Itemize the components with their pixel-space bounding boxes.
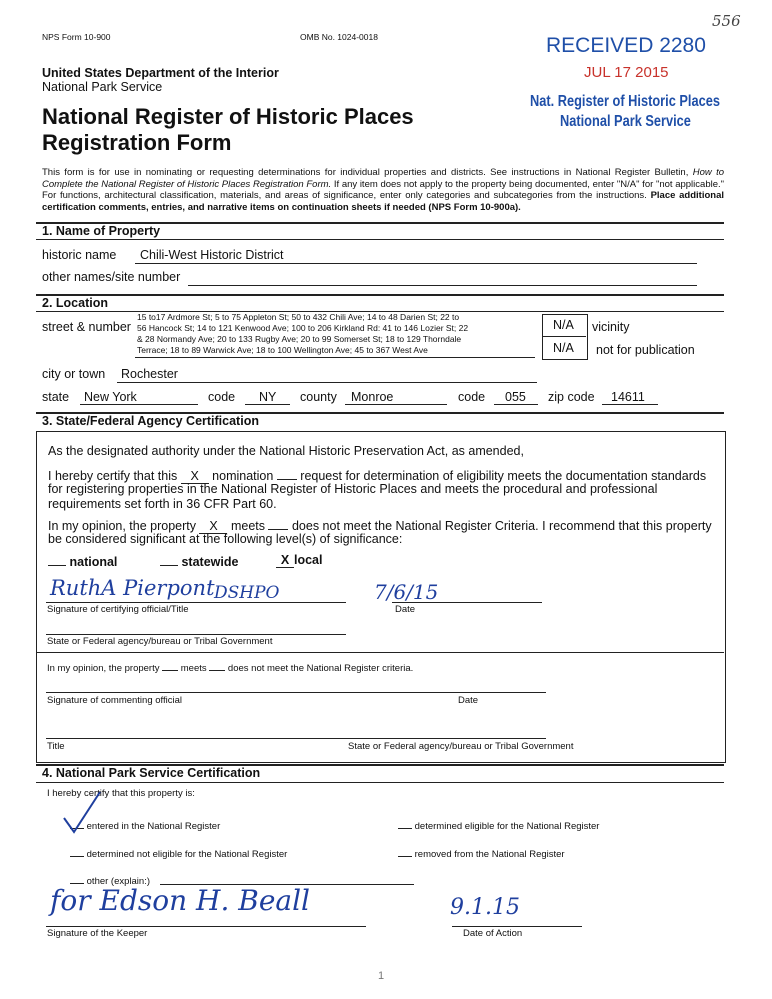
removed-blank[interactable] — [398, 846, 412, 857]
other-blank[interactable] — [70, 873, 84, 884]
removed-label: removed from the National Register — [414, 849, 565, 860]
street-line: & 28 Normandy Ave; 20 to 133 Rugby Ave; 20 to 99 Somerset St; 18 to 129 Thorndale — [137, 334, 462, 344]
keeper-signature: for Edson H. Beall — [50, 884, 310, 917]
county-code-value[interactable]: 055 — [505, 390, 526, 404]
meets-label: meets — [227, 519, 269, 533]
option-eligible[interactable] — [398, 818, 599, 832]
agency-label: State or Federal agency/bureau or Tribal Government — [47, 636, 273, 647]
section3-heading: 3. State/Federal Agency Certification — [42, 414, 259, 428]
not-for-publication-label: not for publication — [596, 343, 695, 357]
street-line: Terrace; 18 to 89 Warwick Ave; 18 to 100 Wellington Ave; 45 to 367 West Ave — [137, 345, 428, 355]
statewide-blank[interactable] — [160, 553, 178, 566]
section2-heading: 2. Location — [42, 296, 108, 310]
agency2-label: State or Federal agency/bureau or Tribal Government — [348, 741, 574, 752]
city-value[interactable]: Rochester — [121, 367, 178, 381]
certifying-title-handwritten: DSHPO — [214, 583, 280, 603]
vicinity-value[interactable]: N/A — [553, 318, 574, 332]
opinion-text: In my opinion, the property — [48, 519, 200, 533]
received-date-stamp: JUL 17 2015 — [584, 64, 669, 81]
opinion-text-rest: does not meet the National Register Criteria. I recommend that this property — [288, 519, 712, 533]
state-code-value[interactable]: NY — [259, 390, 277, 404]
not-for-publication-value[interactable]: N/A — [553, 341, 574, 355]
historic-name-value[interactable]: Chili-West Historic District — [140, 248, 284, 262]
level-local[interactable] — [276, 553, 323, 568]
form-title-line1: National Register of Historic Places — [42, 104, 414, 129]
form-title-line2: Registration Form — [42, 130, 232, 155]
certifying-date-handwritten: 7/6/15 — [374, 580, 439, 604]
certifying-date-label: Date — [395, 604, 416, 615]
nomination-checkmark[interactable]: X — [181, 469, 209, 484]
commenting-signature-label: Signature of commenting official — [47, 695, 183, 706]
instructions-bold-note: Place additional certification comments, entries, and narrative items on continuation sheets if needed (NPS Form 10-900a). — [42, 190, 724, 213]
corner-handwritten-number: 556 — [712, 12, 741, 30]
nomination-label: nomination — [208, 469, 277, 483]
opinion2-does-not-meet-blank[interactable] — [209, 660, 225, 671]
title-label: Title — [47, 741, 65, 752]
city-label: city or town — [42, 367, 106, 381]
not-eligible-blank[interactable] — [70, 846, 84, 857]
opinion2-text-rest: does not meet the National Register criteria. — [225, 663, 414, 674]
option-removed[interactable] — [398, 846, 565, 860]
department-name: United States Department of the Interior — [42, 66, 279, 80]
certify-text: I hereby certify that this — [48, 469, 181, 483]
action-date-handwritten: 9.1.15 — [450, 895, 520, 920]
page-number: 1 — [378, 970, 385, 982]
keeper-certify-statement: I hereby certify that this property is: — [47, 788, 195, 799]
does-not-meet-blank[interactable] — [268, 517, 288, 530]
option-not-eligible[interactable] — [70, 846, 287, 860]
opinion2-line — [47, 660, 413, 674]
county-value[interactable]: Monroe — [351, 390, 394, 404]
received-stamp: RECEIVED 2280 — [546, 34, 706, 57]
vicinity-label: vicinity — [592, 320, 630, 334]
national-label: national — [69, 555, 118, 569]
certify-line3: requirements set forth in 36 CFR Part 60. — [48, 497, 277, 511]
state-code-label: code — [208, 390, 236, 404]
street-number-label: street & number — [42, 320, 131, 334]
other-label: other (explain:) — [86, 876, 151, 887]
zip-label: zip code — [548, 390, 595, 404]
certifying-signature: RuthA Pierpont — [50, 576, 215, 600]
register-stamp-line1: Nat. Register of Historic Places — [530, 93, 720, 110]
entered-label: entered in the National Register — [86, 821, 221, 832]
level-statewide[interactable] — [160, 553, 238, 569]
zip-value[interactable]: 14611 — [611, 390, 645, 404]
opinion2-text: In my opinion, the property — [47, 663, 163, 674]
street-line: 56 Hancock St; 14 to 121 Kenwood Ave; 100 to 206 Kirkland Rd: 41 to 146 Lozier St; 22 — [137, 323, 469, 333]
section1-heading: 1. Name of Property — [42, 224, 161, 238]
not-eligible-label: determined not eligible for the National Register — [86, 849, 288, 860]
opinion2-meets-blank[interactable] — [162, 660, 178, 671]
instructions-text: This form is for use in nominating or requesting determinations for individual properties and districts. See instructions in National Register Bulletin, — [42, 167, 693, 178]
section4-heading: 4. National Park Service Certification — [42, 766, 261, 780]
entered-checkmark-icon — [60, 788, 110, 838]
historic-name-label: historic name — [42, 248, 117, 262]
omb-number: OMB No. 1024-0018 — [300, 32, 378, 42]
local-checkmark[interactable]: X — [276, 553, 294, 568]
local-label: local — [294, 553, 323, 567]
street-line: 15 to17 Ardmore St; 5 to 75 Appleton St; 50 to 432 Chili Ave; 14 to 48 Darien St; 22 to — [137, 312, 460, 322]
level-national[interactable] — [48, 553, 117, 569]
instructions-text-rest: If any item does not apply to the property being documented, enter "N/A" for "not applicable." For functions, architectural classification, materials, and areas of significance, enter only categories and subcategories from the instructions. — [42, 178, 725, 201]
county-code-label: code — [458, 390, 486, 404]
county-label: county — [300, 390, 337, 404]
instructions-bulletin-title: How to Complete the National Register of Historic Places Registration Form. — [42, 167, 724, 190]
statewide-label: statewide — [181, 555, 239, 569]
eligible-label: determined eligible for the National Register — [414, 821, 600, 832]
register-stamp-line2: National Park Service — [560, 113, 691, 130]
eligible-blank[interactable] — [398, 818, 412, 829]
action-date-label: Date of Action — [463, 928, 523, 939]
authority-statement: As the designated authority under the National Historic Preservation Act, as amended, — [48, 444, 524, 458]
other-names-label: other names/site number — [42, 270, 181, 284]
national-blank[interactable] — [48, 553, 66, 566]
opinion-line2: be considered significant at the following level(s) of significance: — [48, 532, 403, 546]
commenting-date-label: Date — [458, 695, 479, 706]
keeper-signature-label: Signature of the Keeper — [47, 928, 148, 939]
state-value[interactable]: New York — [84, 390, 137, 404]
street-address-block[interactable] — [137, 312, 468, 356]
instructions-paragraph — [42, 167, 724, 213]
opinion2-meets-label: meets — [178, 663, 210, 674]
certifying-signature-label: Signature of certifying official/Title — [47, 604, 189, 615]
request-blank[interactable] — [277, 467, 297, 480]
service-name: National Park Service — [42, 80, 163, 94]
meets-checkmark[interactable]: X — [199, 519, 227, 534]
form-number: NPS Form 10-900 — [42, 32, 111, 42]
certify-line2: for registering properties in the National Register of Historic Places and meets the procedural and professional — [48, 482, 658, 496]
certify-text-rest: request for determination of eligibility meets the documentation standards — [296, 469, 707, 483]
state-label: state — [42, 390, 70, 404]
